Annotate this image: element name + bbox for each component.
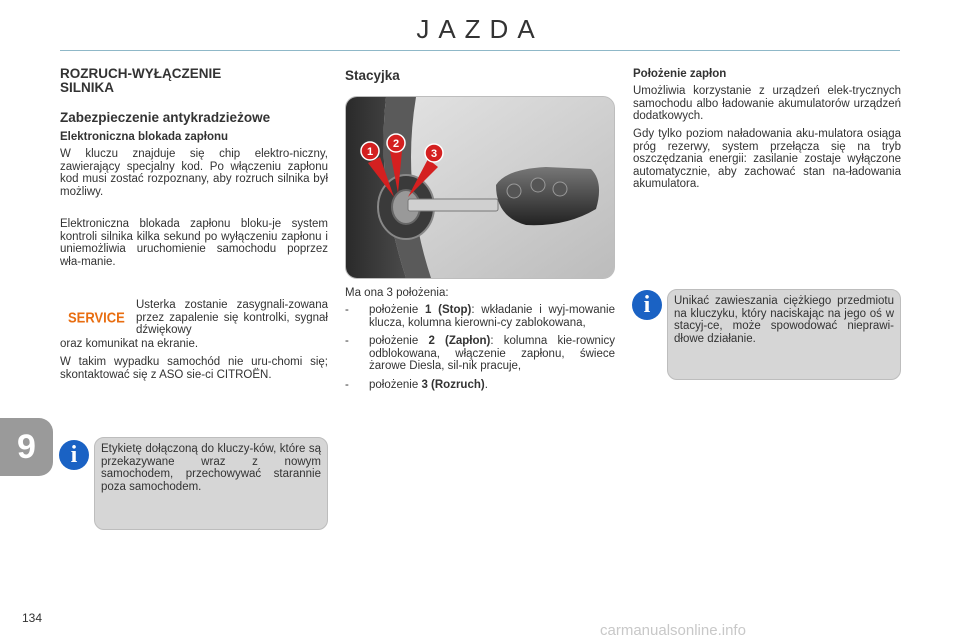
info-icon: i [632,290,662,320]
section-title [60,67,328,95]
sub-heading: Elektroniczna blokada zapłonu [60,131,229,143]
section-title-line2: SILNIKA [60,80,114,95]
service-warning-icon: SERVICE [68,309,125,326]
paragraph-chip: W kluczu znajduje się chip elektro-niczny, zawierający specjalny kod. Po włączeniu zapłonu kod musi zostać rozpoznany, aby rozruch silnika był możliwy. [60,148,328,198]
header-divider [60,50,900,51]
service-text: Usterka zostanie zasygnali-zowana przez zapalenie się kontrolki, sygnał dźwiękowy [136,299,328,336]
info-box-keyring-text: Unikać zawieszania ciężkiego przedmiotu na kluczyku, który naciskając na jego oś w stacyj-ce, może spowodować nieprawi-dłowe działanie. [674,295,894,345]
ignition-key-figure [345,96,615,279]
callout-3: 3 [430,148,438,160]
ignition-key-illustration [346,97,614,278]
callout-2: 2 [392,138,400,150]
paragraph-immobilizer: Elektroniczna blokada zapłonu bloku-je system kontroli silnika kilka sekund po wyłączeniu zapłonu i uniemożliwia uruchomienie samochodu poprzez wła-manie. [60,218,328,268]
paragraph-contact-dealer: W takim wypadku samochód nie uru-chomi się; skontaktować się z ASO sie-ci CITROËN. [60,356,328,381]
list-item: - położenie 2 (Zapłon): kolumna kie-rownicy odblokowana, włączenie zapłonu, świece żarowe Diesla, sil-nik pracuje, [345,335,615,372]
positions-list [345,304,615,397]
service-text-continued: oraz komunikat na ekranie. [60,338,199,350]
watermark: carmanualsonline.info [600,622,746,639]
positions-intro: Ma ona 3 położenia: [345,287,449,299]
list-item: - położenie 3 (Rozruch). [345,378,488,391]
callout-1: 1 [366,146,374,158]
info-icon: i [59,440,89,470]
chapter-number: 9 [17,428,36,466]
page-header-title: JAZDA [416,14,544,44]
info-box-label-text: Etykietę dołączoną do kluczy-ków, które są przekazywane wraz z nowym samochodem, przechowywać starannie poza samochodem. [101,443,321,493]
paragraph-ignition-use: Umożliwia korzystanie z urządzeń elek-trycznych samochodu albo ładowanie akumulatorów urządzeń dodatkowych. [633,85,901,122]
list-item: - położenie 1 (Stop): wkładanie i wyj-mowanie klucza, kolumna kierowni-cy zablokowana, [345,304,615,329]
ignition-title: Stacyjka [345,68,400,83]
page-number: 134 [22,611,43,625]
key-blade [408,199,498,211]
ignition-position-heading: Położenie zapłon [633,68,727,80]
section-title-line1: ROZRUCH-WYŁĄCZENIE [60,66,222,81]
subsection-title: Zabezpieczenie antykradzieżowe [60,110,271,125]
paragraph-energy-saving: Gdy tylko poziom naładowania aku-mulatora osiąga próg rezerwy, system przełącza się na tryb oszczędzania energii: zasilanie zostaje wyłączone automatycznie, aby zachować stan na-ładowania akumulatora. [633,128,901,190]
